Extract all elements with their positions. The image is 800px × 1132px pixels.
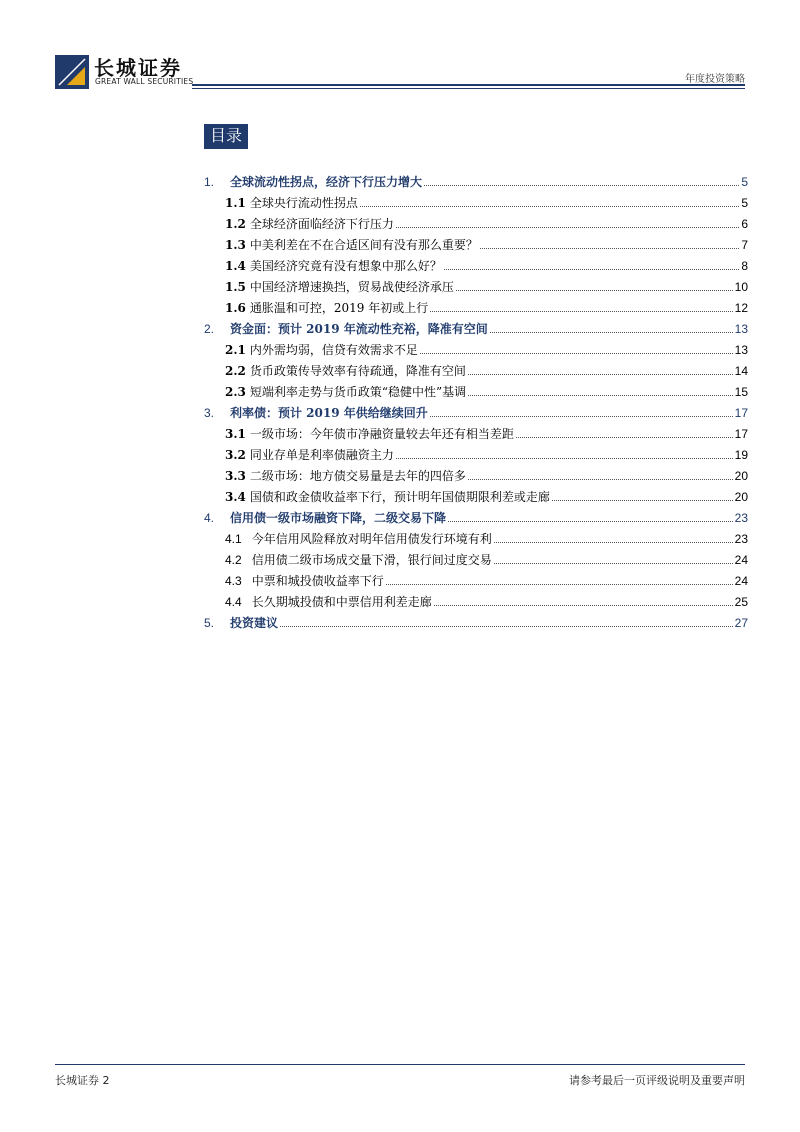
toc-entry[interactable] [204, 462, 748, 483]
toc-entry[interactable] [204, 441, 748, 462]
toc-entry-number: 1.1 [225, 196, 246, 210]
toc-entry-page: 14 [734, 364, 748, 378]
toc-entry-number: 5. [204, 616, 215, 630]
toc-entry-page: 10 [734, 280, 748, 294]
toc-entry-text: 全球经济面临经济下行压力 [249, 217, 394, 231]
toc-entry-text: 资金面：预计 2019 年流动性充裕，降准有空间 [230, 322, 488, 336]
toc-title: 目录 [204, 124, 248, 149]
toc-entry-text: 内外需均弱，信贷有效需求不足 [249, 343, 418, 357]
header-divider-thin [192, 88, 745, 89]
toc-leader-dots [448, 521, 733, 522]
header-divider [192, 84, 745, 86]
toc-leader-dots [490, 332, 733, 333]
toc-entry-page: 24 [734, 553, 748, 567]
toc-entry-text: 信用债一级市场融资下降，二级交易下降 [230, 511, 447, 525]
toc-entry-number: 1.6 [225, 301, 246, 315]
toc-entry-page: 25 [734, 595, 748, 609]
toc-entry-label [225, 280, 454, 294]
toc-entry-label [225, 301, 428, 315]
footer-disclaimer: 请参考最后一页评级说明及重要声明 [569, 1074, 745, 1087]
toc-entry-text: 短端利率走势与货币政策“稳健中性”基调 [249, 385, 467, 399]
toc-entry-page: 17 [734, 427, 748, 441]
toc-leader-dots [552, 500, 733, 501]
toc-entry[interactable] [204, 378, 748, 399]
doc-type-label: 年度投资策略 [685, 74, 745, 85]
toc-entry-page: 13 [734, 322, 748, 336]
toc-entry-number: 2.1 [225, 343, 246, 357]
toc-entry-number: 2. [204, 322, 215, 336]
toc-entry-text: 同业存单是利率债融资主力 [249, 448, 394, 462]
toc-entry-page: 8 [741, 259, 748, 273]
toc-leader-dots [424, 185, 739, 186]
toc-entry[interactable] [204, 294, 748, 315]
toc-leader-dots [386, 584, 733, 585]
toc-entry[interactable] [204, 336, 748, 357]
toc-entry-label [204, 175, 422, 189]
toc-entry-text: 中国经济增速换挡，贸易战使经济承压 [249, 280, 454, 294]
toc-leader-dots [480, 248, 739, 249]
toc-entry-page: 23 [734, 532, 748, 546]
toc-leader-dots [468, 374, 733, 375]
toc-leader-dots [360, 206, 739, 207]
toc-entry-label [225, 532, 492, 546]
toc-entry-label [225, 553, 492, 567]
toc-entry-number: 4.4 [225, 595, 242, 609]
toc-entry-page: 5 [741, 196, 748, 210]
great-wall-logo-icon [55, 55, 89, 89]
toc-entry-label [225, 469, 466, 483]
toc-leader-dots [468, 395, 732, 396]
toc-entry-text: 美国经济究竟有没有想象中那么好？ [249, 259, 442, 273]
toc-entry-label [204, 406, 428, 420]
toc-entry-number: 3. [204, 406, 215, 420]
toc-entry-label [225, 238, 478, 252]
toc-leader-dots [494, 542, 733, 543]
brand-name-en: GREAT WALL SECURITIES [95, 77, 194, 86]
toc-entry-label [225, 595, 432, 609]
toc-leader-dots [396, 458, 733, 459]
toc-entry-label [225, 574, 384, 588]
toc-entry-page: 23 [734, 511, 748, 525]
toc-entry-number: 1.4 [225, 259, 246, 273]
toc-entry-text: 投资建议 [230, 616, 279, 630]
toc-entry-text: 国债和政金债收益率下行，预计明年国债期限利差或走廊 [249, 490, 550, 504]
toc-entry-page: 20 [734, 490, 748, 504]
toc-entry-number: 4. [204, 511, 215, 525]
toc-leader-dots [420, 353, 733, 354]
toc-entry-number: 3.3 [225, 469, 246, 483]
toc-entry-page: 17 [734, 406, 748, 420]
toc-entry-page: 5 [741, 175, 748, 189]
toc-leader-dots [494, 563, 733, 564]
toc-leader-dots [396, 227, 739, 228]
toc-leader-dots [456, 290, 733, 291]
toc-entry-text: 利率债：预计 2019 年供给继续回升 [230, 406, 428, 420]
page-header [0, 0, 800, 100]
toc-entry-label [225, 343, 418, 357]
toc-leader-dots [430, 416, 733, 417]
toc-entry-number: 1.2 [225, 217, 246, 231]
footer-page-label: 长城证券 2 [55, 1074, 110, 1087]
toc-entry-label [225, 196, 358, 210]
toc-entry-number: 1.5 [225, 280, 246, 294]
toc-entry-page: 19 [734, 448, 748, 462]
toc-entry-label [204, 511, 446, 525]
toc-entry-page: 6 [741, 217, 748, 231]
toc-leader-dots [444, 269, 739, 270]
toc-leader-dots [516, 437, 733, 438]
toc-entry[interactable] [204, 252, 748, 273]
toc-entry[interactable] [204, 315, 748, 336]
toc-entry-page: 27 [734, 616, 748, 630]
toc-entry-text: 今年信用风险释放对明年信用债发行环境有利 [251, 532, 492, 546]
toc-entry-text: 通胀温和可控，2019 年初或上行 [249, 301, 429, 315]
toc-entry[interactable] [204, 504, 748, 525]
toc-entry-text: 二级市场：地方债交易量是去年的四倍多 [249, 469, 466, 483]
toc-entry-number: 4.2 [225, 553, 242, 567]
toc-entry[interactable] [204, 189, 748, 210]
toc-leader-dots [280, 626, 733, 627]
toc-entry-label [225, 364, 466, 378]
toc-entry-number: 3.4 [225, 490, 246, 504]
toc-entry[interactable] [204, 567, 748, 588]
toc-entry[interactable] [204, 483, 748, 504]
toc-entry[interactable] [204, 357, 748, 378]
toc-entry-text: 中美利差在不在合适区间有没有那么重要？ [249, 238, 478, 252]
toc-leader-dots [468, 479, 733, 480]
toc-entry[interactable] [204, 546, 748, 567]
toc-entry-number: 3.2 [225, 448, 246, 462]
toc-entry[interactable] [204, 231, 748, 252]
toc-entry[interactable] [204, 525, 748, 546]
toc-entry-page: 15 [734, 385, 748, 399]
brand-name-cn: 长城证券 [94, 56, 182, 80]
toc-entry-page: 13 [734, 343, 748, 357]
table-of-contents [204, 168, 748, 630]
toc-entry-number: 1. [204, 175, 215, 189]
toc-entry-number: 4.1 [225, 532, 242, 546]
toc-entry-label [225, 259, 442, 273]
toc-entry-label [225, 448, 394, 462]
toc-entry-number: 3.1 [225, 427, 246, 441]
toc-entry[interactable] [204, 609, 748, 630]
toc-entry-label [204, 322, 488, 336]
toc-entry-text: 一级市场：今年债市净融资量较去年还有相当差距 [249, 427, 514, 441]
toc-entry-label [225, 385, 466, 399]
toc-entry-page: 7 [741, 238, 748, 252]
toc-entry-text: 全球央行流动性拐点 [249, 196, 358, 210]
toc-entry[interactable] [204, 210, 748, 231]
toc-entry-text: 全球流动性拐点，经济下行压力增大 [230, 175, 423, 189]
footer-divider [55, 1064, 745, 1065]
toc-leader-dots [430, 311, 732, 312]
toc-entry[interactable] [204, 588, 748, 609]
toc-leader-dots [434, 605, 733, 606]
toc-entry-page: 12 [734, 301, 748, 315]
toc-entry-text: 信用债二级市场成交量下滑，银行间过度交易 [251, 553, 492, 567]
toc-entry-text: 中票和城投债收益率下行 [251, 574, 384, 588]
toc-entry-text: 长久期城投债和中票信用利差走廊 [251, 595, 432, 609]
toc-entry-page: 24 [734, 574, 748, 588]
toc-entry[interactable] [204, 168, 748, 189]
toc-entry-label [225, 427, 514, 441]
toc-entry-label [225, 217, 394, 231]
toc-entry-number: 1.3 [225, 238, 246, 252]
toc-entry-text: 货币政策传导效率有待疏通，降准有空间 [249, 364, 466, 378]
toc-entry[interactable] [204, 273, 748, 294]
toc-entry-label [204, 616, 278, 630]
toc-entry-page: 20 [734, 469, 748, 483]
toc-entry-number: 2.3 [225, 385, 246, 399]
toc-entry[interactable] [204, 399, 748, 420]
toc-entry-number: 4.3 [225, 574, 242, 588]
toc-entry[interactable] [204, 420, 748, 441]
toc-entry-label [225, 490, 550, 504]
toc-entry-number: 2.2 [225, 364, 246, 378]
